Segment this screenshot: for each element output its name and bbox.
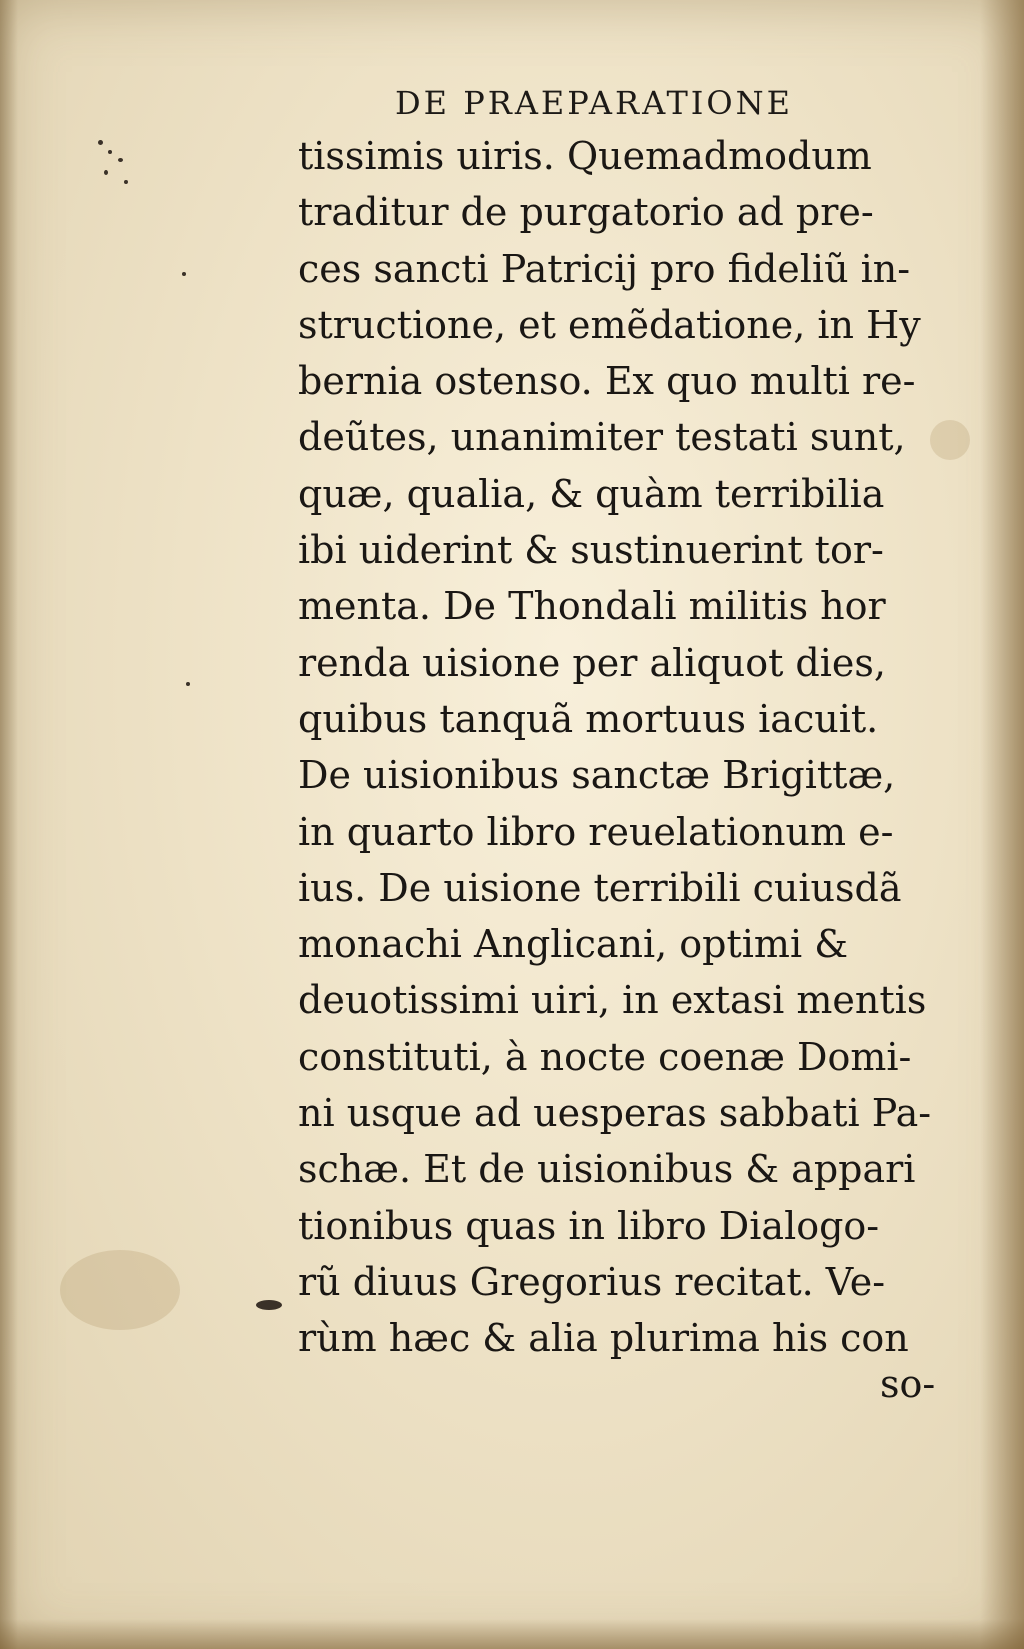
- text-line: quibus tanquã mortuus iacuit.: [298, 696, 879, 741]
- text-line: tissimis uiris. Quemadmodum: [298, 134, 872, 178]
- text-line: tionibus quas in libro Dialogo-: [298, 1203, 880, 1248]
- ink-speck: [182, 272, 186, 276]
- text-line: constituti, à nocte coenæ Domi-: [298, 1034, 912, 1079]
- ink-speck: [124, 180, 128, 184]
- text-line: structione, et emẽdatione, in Hy: [298, 302, 921, 347]
- text-line: De uisionibus sanctæ Brigittæ,: [298, 753, 896, 798]
- text-line: renda uisione per aliquot dies,: [298, 640, 886, 685]
- text-line: ibi uiderint & sustinuerint tor-: [298, 528, 884, 573]
- text-line: monachi Anglicani, optimi &: [298, 922, 849, 967]
- paper-stain: [60, 1250, 180, 1330]
- page-edge-bottom: [0, 1619, 1024, 1649]
- text-line: schæ. Et de uisionibus & appari: [298, 1147, 916, 1192]
- ink-speck: [98, 140, 103, 145]
- text-line: rùm hæc & alia plurima his con: [298, 1316, 909, 1361]
- page-edge-right: [980, 0, 1024, 1649]
- ink-speck: [108, 150, 112, 154]
- text-line: deuotissimi uiri, in extasi mentis: [298, 978, 927, 1023]
- text-line: ius. De uisione terribili cuiusdã: [298, 865, 902, 910]
- text-line: menta. De Thondali militis hor: [298, 584, 886, 629]
- catchword: so-: [880, 1362, 936, 1406]
- running-head: DE PRAEPARATIONE: [395, 84, 794, 122]
- ink-speck: [118, 158, 123, 162]
- text-line: traditur de purgatorio ad pre-: [298, 190, 874, 235]
- ink-smudge: [256, 1300, 282, 1310]
- ink-speck: [186, 682, 190, 686]
- ink-speck: [104, 170, 108, 175]
- body-text: [298, 128, 948, 1367]
- text-line: rũ diuus Gregorius recitat. Ve-: [298, 1259, 886, 1304]
- text-line: deũtes, unanimiter testati sunt,: [298, 415, 906, 460]
- text-line: ni usque ad uesperas sabbati Pa-: [298, 1091, 932, 1136]
- text-line: quæ, qualia, & quàm terribilia: [298, 471, 885, 516]
- page-edge-left: [0, 0, 18, 1649]
- text-line: ces sancti Patricij pro fideliũ in-: [298, 246, 911, 291]
- text-line: bernia ostenso. Ex quo multi re-: [298, 359, 916, 404]
- text-line: in quarto libro reuelationum e-: [298, 809, 894, 854]
